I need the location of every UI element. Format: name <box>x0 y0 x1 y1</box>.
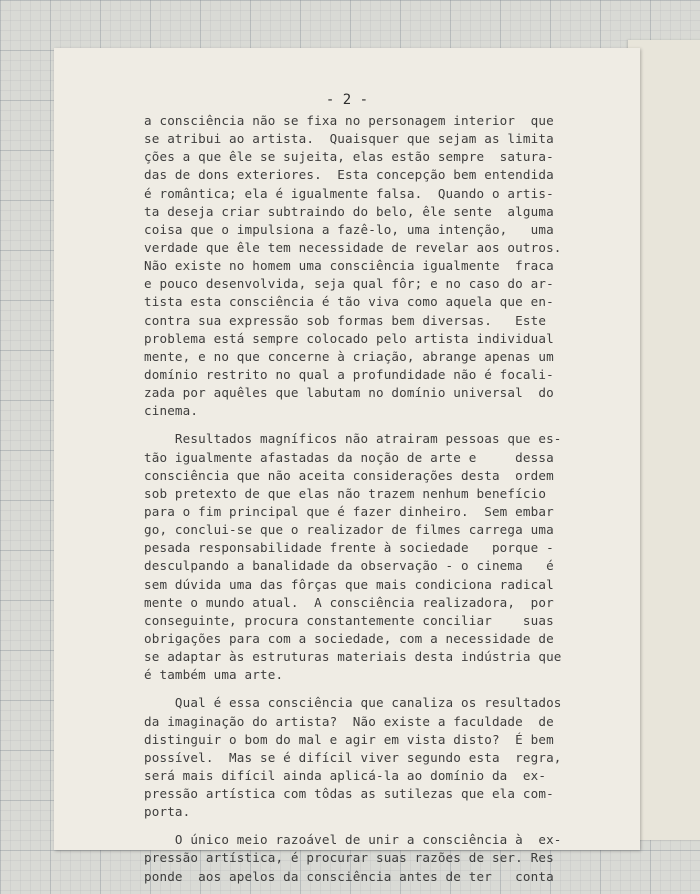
text-line: consciência que não aceita considerações desta ordem <box>144 467 554 483</box>
text-line: possível. Mas se é difícil viver segundo esta regra, <box>144 749 562 765</box>
text-line: zada por aquêles que labutam no domínio universal do <box>144 385 554 401</box>
page-number: - 2 - <box>325 92 369 108</box>
text-line: ta deseja criar subtraindo do belo, êle sente alguma <box>144 203 554 219</box>
paragraph <box>144 694 584 821</box>
text-line: contra sua expressão sob formas bem diversas. Este <box>144 312 547 328</box>
text-line: ções a que êle se sujeita, elas estão sempre satura- <box>144 149 554 165</box>
text-line: sem dúvida uma das fôrças que mais condiciona radical <box>144 576 554 592</box>
text-line: se atribui ao artista. Quaisquer que sejam as limita <box>144 131 554 147</box>
text-line: problema está sempre colocado pelo artista individual <box>144 330 554 346</box>
text-line: Qual é essa consciência que canaliza os resultados <box>144 695 562 711</box>
text-line: domínio restrito no qual a profundidade não é focali- <box>144 366 554 382</box>
paragraph <box>144 831 584 885</box>
text-line: O único meio razoável de unir a consciência à ex- <box>144 832 562 848</box>
text-line: pesada responsabilidade frente à sociedade porque - <box>144 540 554 556</box>
text-line: conseguinte, procura constantemente conciliar suas <box>144 612 554 628</box>
text-line: mente, e no que concerne à criação, abrange apenas um <box>144 348 554 364</box>
text-line: é romântica; ela é igualmente falsa. Quando o artis- <box>144 185 554 201</box>
text-line: será mais difícil ainda aplicá-la ao domínio da ex- <box>144 767 547 783</box>
text-line: tista esta consciência é tão viva como aquela que en- <box>144 294 554 310</box>
text-line: pressão artística com tôdas as sutilezas que ela com- <box>144 786 554 802</box>
text-line: a consciência não se fixa no personagem interior que <box>144 113 554 128</box>
text-line: e pouco desenvolvida, seja qual fôr; e no caso do ar- <box>144 276 554 292</box>
text-line: Resultados magníficos não atrairam pessoas que es- <box>144 431 562 447</box>
paragraph <box>144 112 584 420</box>
paragraph-gap <box>144 684 584 694</box>
text-line: obrigações para com a sociedade, com a necessidade de <box>144 630 554 646</box>
text-line: ponde aos apelos da consciência antes de ter conta <box>144 868 554 884</box>
text-line: go, conclui-se que o realizador de filmes carrega uma <box>144 522 554 538</box>
text-line: porta. <box>144 804 191 820</box>
text-line: distinguir o bom do mal e agir em vista disto? É bem <box>144 731 554 747</box>
text-line: cinema. <box>144 403 199 419</box>
text-line: das de dons exteriores. Esta concepção bem entendida <box>144 167 554 183</box>
paragraph-gap <box>144 420 584 430</box>
text-line: se adaptar às estruturas materiais desta indústria que <box>144 649 562 665</box>
paragraph <box>144 430 584 684</box>
text-line: mente o mundo atual. A consciência realizadora, por <box>144 594 554 610</box>
text-line: verdade que êle tem necessidade de revelar aos outros. <box>144 239 562 255</box>
document-page <box>54 48 640 884</box>
text-line: pressão artística, é procurar suas razões de ser. Res <box>144 850 554 866</box>
paragraph-gap <box>144 821 584 831</box>
text-line: sob pretexto de que elas não trazem nenhum benefício <box>144 485 547 501</box>
text-line: para o fim principal que é fazer dinheiro. Sem embar <box>144 503 554 519</box>
document-body <box>144 112 584 886</box>
text-line: coisa que o impulsiona a fazê-lo, uma intenção, uma <box>144 221 554 237</box>
text-line: Não existe no homem uma consciência igualmente fraca <box>144 258 554 274</box>
text-line: é também uma arte. <box>144 667 284 683</box>
text-line: da imaginação do artista? Não existe a faculdade de <box>144 713 554 729</box>
text-line: tão igualmente afastadas da noção de arte e dessa <box>144 449 554 465</box>
text-line: desculpando a banalidade da observação - o cinema é <box>144 558 554 574</box>
